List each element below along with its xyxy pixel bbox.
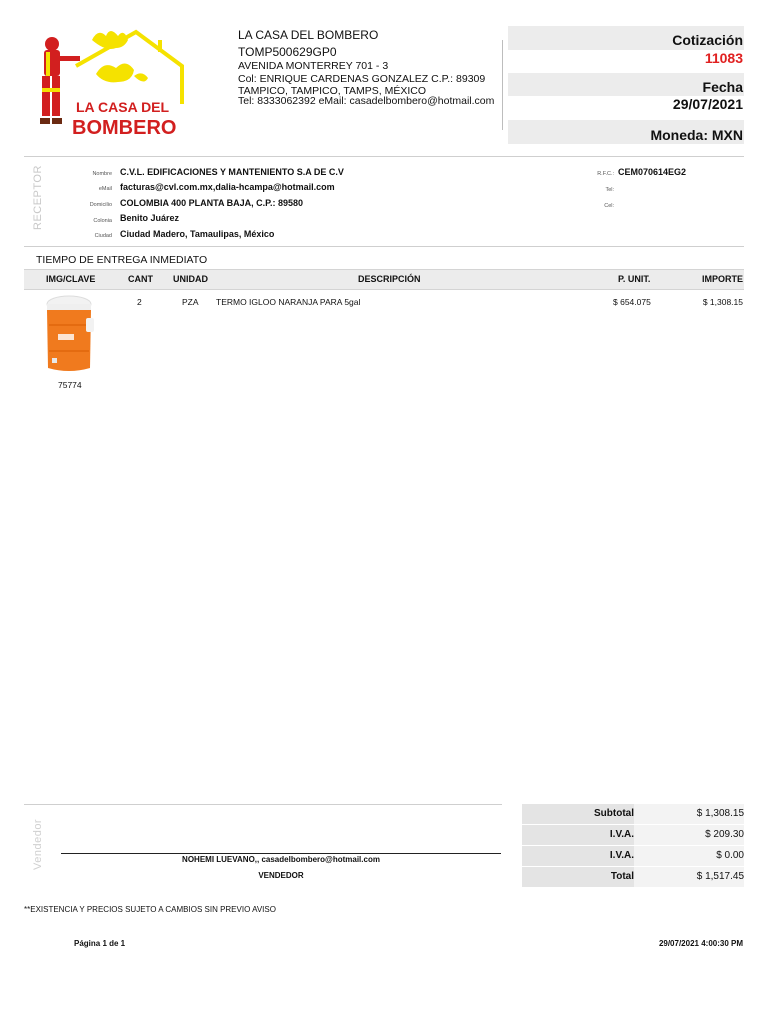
nombre-label: Nombre <box>92 171 112 177</box>
page-number: Página 1 de 1 <box>74 939 126 948</box>
moneda-label: Moneda: MXN <box>508 120 744 144</box>
item-clave: 75774 <box>58 380 82 390</box>
seller-title: VENDEDOR <box>258 871 304 880</box>
iva-row <box>522 825 744 845</box>
item-descripcion: TERMO IGLOO NARANJA PARA 5gal <box>216 297 361 307</box>
iva-label: I.V.A. <box>522 825 634 845</box>
ciudad-label: Ciudad <box>94 233 112 239</box>
col-header-punit: P. UNIT. <box>618 274 651 284</box>
iva-row-2 <box>522 846 744 866</box>
subtotal-row <box>522 804 744 824</box>
total-label: Total <box>522 867 634 887</box>
receptor-domicilio: COLOMBIA 400 PLANTA BAJA, C.P.: 89580 <box>120 198 304 208</box>
receptor-rfc: CEM070614EG2 <box>618 167 687 177</box>
receptor-section-label: RECEPTOR <box>32 165 44 230</box>
company-address-line3: TAMPICO, TAMPICO, TAMPS, MÉXICO <box>238 85 427 97</box>
print-timestamp: 29/07/2021 4:00:30 PM <box>658 939 743 948</box>
signature-line <box>61 853 501 854</box>
subtotal-value: $ 1,308.15 <box>634 804 744 824</box>
divider <box>24 246 744 247</box>
logo-text-line2: BOMBERO <box>72 117 177 138</box>
colonia-label: Colonia <box>93 218 112 224</box>
receptor-ciudad: Ciudad Madero, Tamaulipas, México <box>120 229 275 239</box>
iva-value: $ 209.30 <box>634 825 744 845</box>
col-header-importe: IMPORTE <box>702 274 744 284</box>
total-row <box>522 867 744 887</box>
subtotal-label: Subtotal <box>522 804 634 824</box>
col-header-cant: CANT <box>128 274 153 284</box>
cotizacion-label: Cotización <box>508 26 744 50</box>
company-logo <box>36 26 186 138</box>
receptor-nombre: C.V.L. EDIFICACIONES Y MANTENIENTO S.A DE C.V <box>120 167 344 177</box>
item-cant: 2 <box>137 297 142 307</box>
disclaimer: **EXISTENCIA Y PRECIOS SUJETO A CAMBIOS SIN PREVIO AVISO <box>24 905 276 914</box>
vendedor-section-label: Vendedor <box>32 818 44 870</box>
divider <box>24 156 744 157</box>
firefighter-house-logo-icon <box>36 26 186 138</box>
iva-value-2: $ 0.00 <box>634 846 744 866</box>
item-unidad: PZA <box>182 297 199 307</box>
product-image <box>44 294 98 374</box>
header-divider <box>502 40 503 130</box>
item-punit: $ 654.075 <box>613 297 651 307</box>
fecha-label: Fecha <box>508 73 744 96</box>
company-name: LA CASA DEL BOMBERO <box>238 28 379 42</box>
divider <box>24 804 502 805</box>
company-info <box>238 28 500 107</box>
receptor-colonia: Benito Juárez <box>120 213 180 223</box>
col-header-descripcion: DESCRIPCIÓN <box>358 274 421 284</box>
fecha-value: 29/07/2021 <box>672 96 743 112</box>
col-header-unidad: UNIDAD <box>173 274 208 284</box>
cel-label: Cel: <box>604 203 614 209</box>
delivery-time: TIEMPO DE ENTREGA INMEDIATO <box>36 254 208 266</box>
total-value: $ 1,517.45 <box>634 867 744 887</box>
company-rfc: TOMP500629GP0 <box>238 45 337 59</box>
domicilio-label: Domicilio <box>89 202 112 208</box>
folio-number: 11083 <box>704 50 743 66</box>
logo-text-line1: LA CASA DEL <box>76 99 170 115</box>
company-address-line2: Col: ENRIQUE CARDENAS GONZALEZ C.P.: 89309 <box>238 72 486 85</box>
receptor-email: facturas@cvl.com.mx,dalia-hcampa@hotmail.com <box>120 182 335 192</box>
rfc-label: R.F.C.: <box>597 171 614 177</box>
seller-name: NOHEMI LUEVANO,, casadelbombero@hotmail.com <box>182 855 380 864</box>
orange-water-cooler-icon <box>44 294 98 374</box>
table-header <box>24 269 744 290</box>
table-row <box>24 292 744 402</box>
company-contact: Tel: 8333062392 eMail: casadelbombero@hotmail.com <box>238 94 495 107</box>
item-importe: $ 1,308.15 <box>702 297 743 307</box>
tel-label: Tel: <box>605 187 614 193</box>
email-label: eMail <box>98 186 112 192</box>
iva-label-2: I.V.A. <box>522 846 634 866</box>
col-header-img: IMG/CLAVE <box>46 274 96 284</box>
company-address-line1: AVENIDA MONTERREY 701 - 3 <box>238 60 389 72</box>
